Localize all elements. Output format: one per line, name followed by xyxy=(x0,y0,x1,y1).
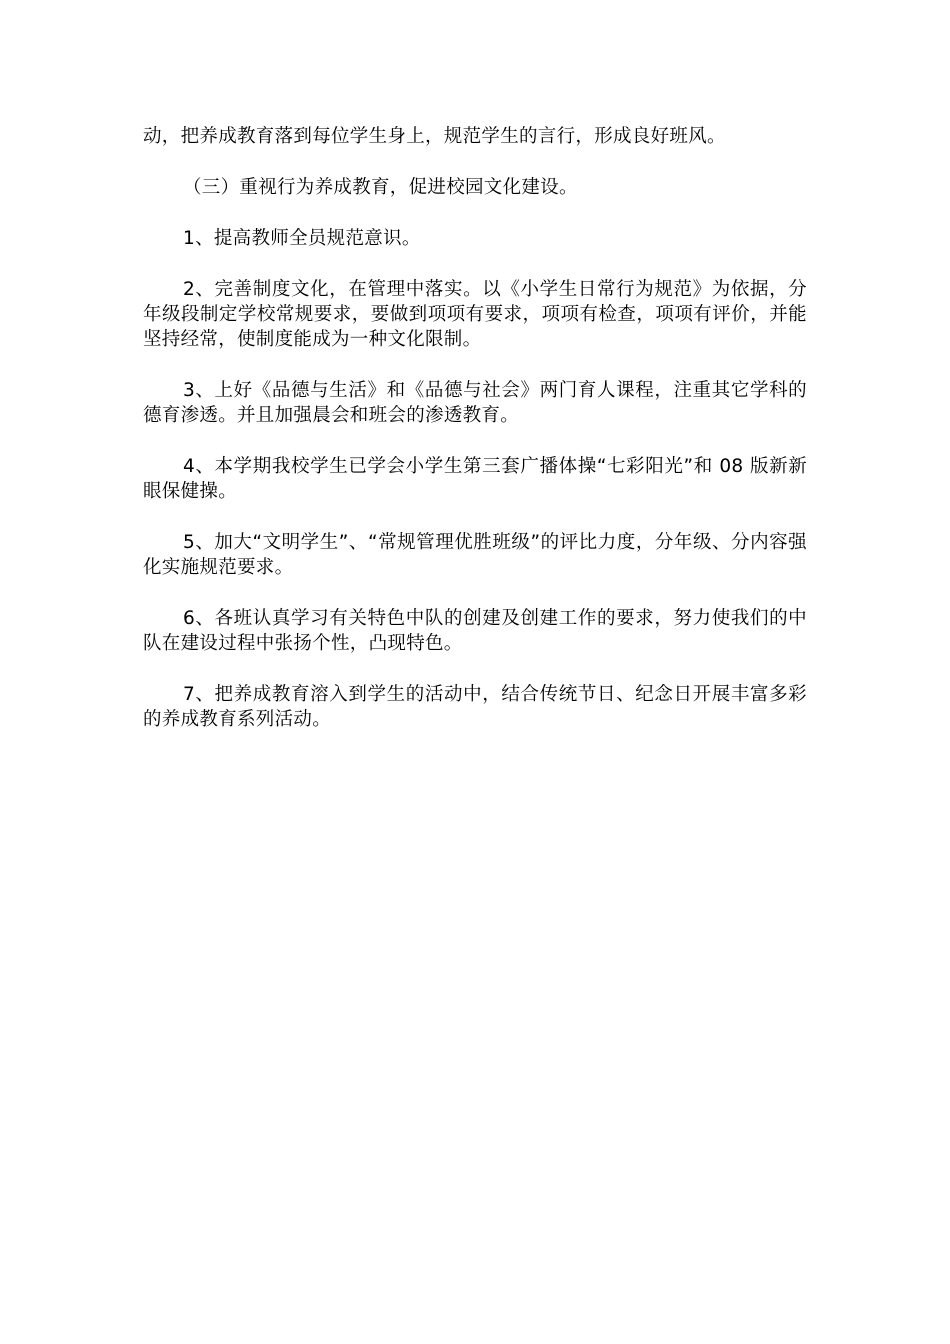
list-item-5: 5、加大“文明学生”、“常规管理优胜班级”的评比力度，分年级、分内容强化实施规范要求。 xyxy=(143,532,807,578)
section-heading-three: （三）重视行为养成教育，促进校园文化建设。 xyxy=(183,177,578,198)
list-item-1: 1、提高教师全员规范意识。 xyxy=(183,228,421,249)
list-item-3: 3、上好《品德与生活》和《品德与社会》两门育人课程，注重其它学科的德育渗透。并且加强晨会和班会的渗透教育。 xyxy=(143,380,807,426)
paragraph-continuation: 动，把养成教育落到每位学生身上，规范学生的言行，形成良好班风。 xyxy=(143,126,726,147)
document-body xyxy=(143,124,807,758)
list-item-6: 6、各班认真学习有关特色中队的创建及创建工作的要求，努力使我们的中队在建设过程中张扬个性，凸现特色。 xyxy=(143,608,807,654)
list-item-7: 7、把养成教育溶入到学生的活动中，结合传统节日、纪念日开展丰富多彩的养成教育系列活动。 xyxy=(143,684,807,730)
list-item-2: 2、完善制度文化，在管理中落实。以《小学生日常行为规范》为依据，分年级段制定学校常规要求，要做到项项有要求，项项有检查，项项有评价，并能坚持经常，使制度能成为一种文化限制。 xyxy=(143,279,807,350)
list-item-4: 4、本学期我校学生已学会小学生第三套广播体操“七彩阳光”和 08 版新新眼保健操。 xyxy=(143,456,807,502)
